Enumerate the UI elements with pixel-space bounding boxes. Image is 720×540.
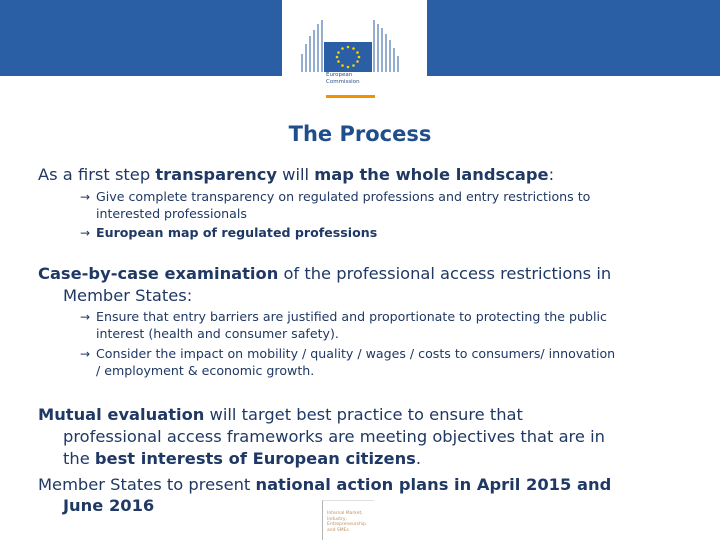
- arrow-icon: →: [80, 310, 91, 324]
- arrow-icon: →: [80, 190, 91, 204]
- logo-underline: [326, 95, 375, 98]
- block2-line2: Member States:: [63, 286, 193, 305]
- block1-intro: As a first step transparency will map the whole landscape:: [38, 165, 555, 184]
- block2-line1: Case-by-case examination of the professional access restrictions in: [38, 264, 612, 283]
- dg-footer-text: Internal Market, Industry, Entrepreneurship and SMEs: [327, 511, 366, 533]
- european-commission-logo: [282, 0, 427, 104]
- block4-line2: June 2016: [63, 496, 155, 515]
- block3-line1: Mutual evaluation will target best practice to ensure that: [38, 405, 523, 424]
- block2-bullet2-line1: Consider the impact on mobility / quality / wages / costs to consumers/ innovation: [96, 346, 616, 361]
- block1-bullet2: European map of regulated professions: [96, 225, 378, 240]
- block1-bullet1-line1: Give complete transparency on regulated professions and entry restrictions to: [96, 189, 591, 204]
- block2-bullet1-line1: Ensure that entry barriers are justified and proportionate to protecting the public: [96, 309, 607, 324]
- arrow-icon: →: [80, 347, 91, 361]
- commission-building-icon: [300, 14, 410, 74]
- block2-bullet2-line2: / employment & economic growth.: [96, 363, 315, 378]
- logo-line-1: European: [326, 72, 353, 78]
- block3-line3: the best interests of European citizens.: [63, 449, 422, 468]
- page-title: The Process: [288, 122, 432, 146]
- block2-bullet1-line2: interest (health and consumer safety).: [96, 326, 339, 341]
- logo-line-2: Commission: [326, 78, 360, 85]
- arrow-icon: →: [80, 226, 91, 240]
- block1-bullet1-line2: interested professionals: [96, 206, 247, 221]
- block3-line2: professional access frameworks are meeting objectives that are in: [63, 427, 605, 446]
- block4-line1: Member States to present national action plans in April 2015 and: [38, 475, 612, 494]
- logo-text: [326, 72, 360, 85]
- dg-footer-mark: [322, 500, 374, 540]
